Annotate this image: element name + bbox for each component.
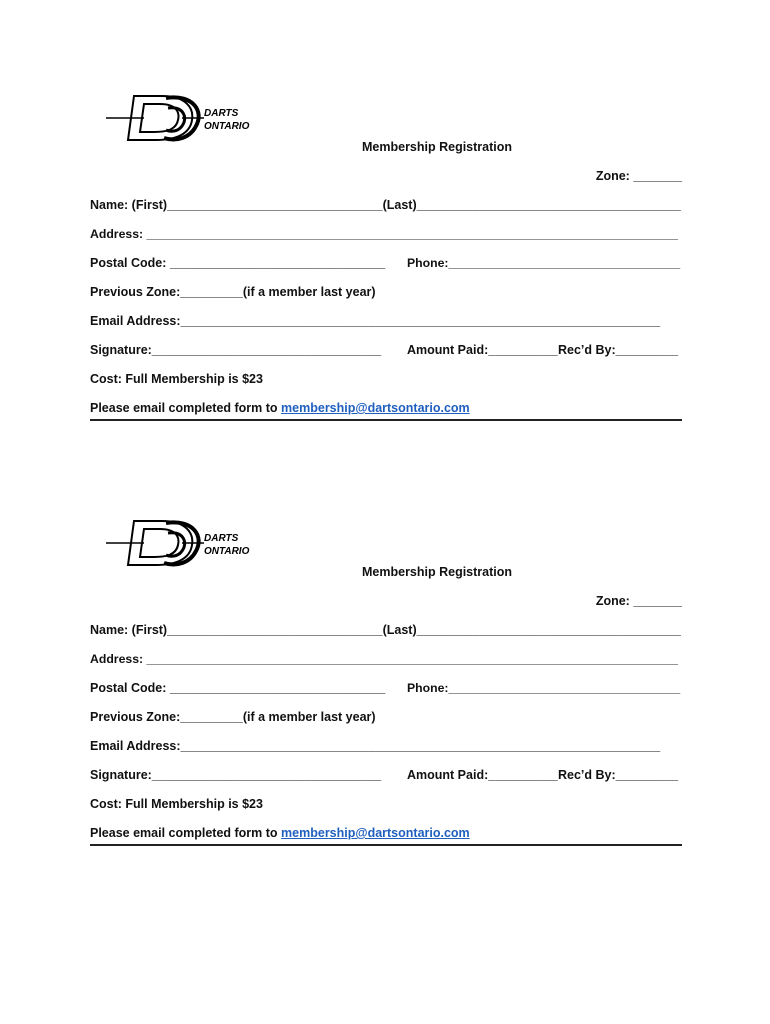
name-field[interactable]: Name: (First)_______________________________(Last)______________________________________ [90,623,681,637]
logo-text-line1: DARTS [204,533,239,544]
signature-field[interactable]: Signature:_________________________________ [90,343,382,357]
email-address-field[interactable]: Email Address:_____________________________________________________________________ [90,739,661,753]
recd-by-field[interactable] [558,768,678,782]
previous-zone-field[interactable]: Previous Zone:_________(if a member last year) [90,710,376,724]
email-prompt: Please email completed form to [90,826,282,840]
form-title: Membership Registration [362,140,513,154]
phone-field[interactable]: Phone:__________________________________ [407,256,681,270]
logo-text-line2: ONTARIO [204,121,250,132]
email-link[interactable]: membership@dartsontario.com [281,826,470,840]
phone-field[interactable]: Phone:__________________________________ [407,681,681,695]
section-divider [90,844,682,846]
amount-paid-field[interactable]: Amount Paid:__________ [407,768,558,782]
logo-text-line2: ONTARIO [204,546,250,557]
email-instruction [90,401,470,415]
logo-text-line1: DARTS [204,108,239,119]
amount-paid-field[interactable]: Amount Paid:__________ [407,343,558,357]
recd-by-field[interactable] [558,343,678,357]
address-field[interactable]: Address: ______________________________________________________________________________ [90,227,678,241]
recd-by-tail: __ [664,768,679,782]
previous-zone-field[interactable]: Previous Zone:_________(if a member last year) [90,285,376,299]
signature-field[interactable]: Signature:_________________________________ [90,768,382,782]
cost-note: Cost: Full Membership is $23 [90,797,263,811]
zone-field[interactable]: Zone: _______ [595,169,682,183]
recd-by-tail: __ [664,343,679,357]
zone-field[interactable]: Zone: _______ [595,594,682,608]
address-field[interactable]: Address: ______________________________________________________________________________ [90,652,678,666]
form-title: Membership Registration [362,565,513,579]
darts-ontario-logo [104,517,264,569]
cost-note: Cost: Full Membership is $23 [90,372,263,386]
email-prompt: Please email completed form to [90,401,282,415]
section-divider [90,419,682,421]
darts-ontario-logo [104,92,264,144]
email-instruction [90,826,470,840]
postal-code-field[interactable]: Postal Code: _______________________________ [90,256,386,270]
postal-code-field[interactable]: Postal Code: _______________________________ [90,681,386,695]
recd-by-label: Rec’d By:_______ [558,768,665,782]
email-link[interactable]: membership@dartsontario.com [281,401,470,415]
recd-by-label: Rec’d By:_______ [558,343,665,357]
name-field[interactable]: Name: (First)_______________________________(Last)______________________________________ [90,198,681,212]
email-address-field[interactable]: Email Address:_____________________________________________________________________ [90,314,661,328]
